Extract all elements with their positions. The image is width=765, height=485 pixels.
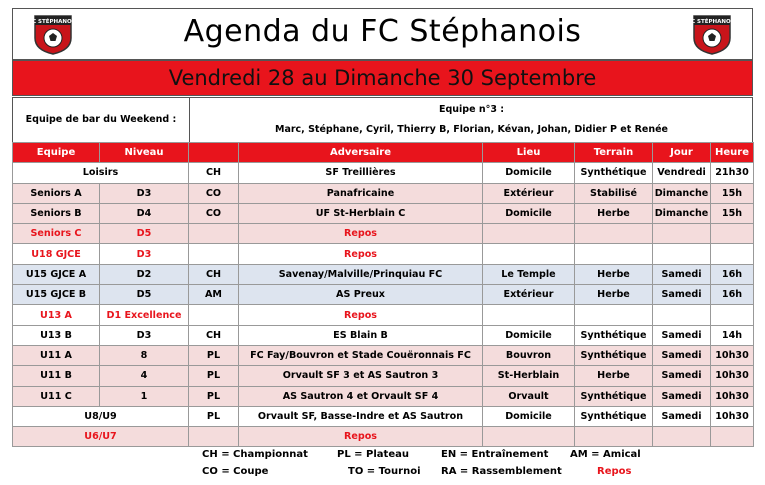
- table-header-row: [13, 143, 754, 163]
- legend-repos: Repos: [597, 466, 632, 477]
- legend-to: TO = Tournoi: [348, 466, 421, 477]
- cell-niveau: D3: [100, 325, 189, 345]
- cell-lieu: Le Temple: [483, 264, 575, 284]
- cell-adversaire: Repos: [239, 427, 483, 447]
- cell-equipe: Loisirs: [13, 163, 189, 183]
- page-title: Agenda du FC Stéphanois: [183, 14, 582, 49]
- cell-equipe: Seniors A: [13, 183, 100, 203]
- cell-terrain: Synthétique: [575, 406, 653, 426]
- cell-heure: [711, 224, 754, 244]
- cell-heure: 16h: [711, 264, 754, 284]
- cell-terrain: Synthétique: [575, 386, 653, 406]
- cell-jour: [653, 224, 711, 244]
- table-row: [13, 366, 754, 386]
- cell-jour: Samedi: [653, 345, 711, 365]
- cell-type: CO: [189, 203, 239, 223]
- cell-terrain: Herbe: [575, 285, 653, 305]
- cell-lieu: [483, 244, 575, 264]
- cell-equipe: U13 A: [13, 305, 100, 325]
- title-row: [12, 8, 753, 60]
- table-row: [13, 203, 754, 223]
- cell-lieu: Domicile: [483, 163, 575, 183]
- cell-adversaire: SF Treillières: [239, 163, 483, 183]
- cell-lieu: Orvault: [483, 386, 575, 406]
- cell-jour: [653, 244, 711, 264]
- club-logo-right: [687, 12, 737, 56]
- cell-terrain: Stabilisé: [575, 183, 653, 203]
- cell-heure: [711, 244, 754, 264]
- cell-terrain: Synthétique: [575, 325, 653, 345]
- col-header-lieu: Lieu: [483, 143, 575, 163]
- cell-type: CH: [189, 163, 239, 183]
- cell-niveau: D3: [100, 183, 189, 203]
- col-header-adversaire: Adversaire: [239, 143, 483, 163]
- cell-equipe: U13 B: [13, 325, 100, 345]
- cell-heure: 14h: [711, 325, 754, 345]
- cell-adversaire: ES Blain B: [239, 325, 483, 345]
- cell-equipe: U8/U9: [13, 406, 189, 426]
- cell-terrain: [575, 427, 653, 447]
- cell-type: PL: [189, 406, 239, 426]
- cell-type: [189, 427, 239, 447]
- table-row: [13, 386, 754, 406]
- cell-terrain: [575, 224, 653, 244]
- col-header-heure: Heure: [711, 143, 754, 163]
- bar-team-row: [12, 97, 753, 143]
- cell-terrain: Synthétique: [575, 163, 653, 183]
- cell-lieu: Domicile: [483, 203, 575, 223]
- legend-co: CO = Coupe: [202, 466, 269, 477]
- cell-heure: 10h30: [711, 386, 754, 406]
- cell-equipe: U11 A: [13, 345, 100, 365]
- cell-type: [189, 305, 239, 325]
- cell-heure: 15h: [711, 203, 754, 223]
- col-header-terrain: Terrain: [575, 143, 653, 163]
- cell-type: PL: [189, 345, 239, 365]
- cell-terrain: Herbe: [575, 264, 653, 284]
- cell-adversaire: Repos: [239, 244, 483, 264]
- cell-terrain: Herbe: [575, 203, 653, 223]
- table-row: [13, 163, 754, 183]
- cell-heure: 21h30: [711, 163, 754, 183]
- table-row: [13, 325, 754, 345]
- cell-adversaire: Orvault SF, Basse-Indre et AS Sautron: [239, 406, 483, 426]
- cell-adversaire: FC Fay/Bouvron et Stade Couëronnais FC: [239, 345, 483, 365]
- cell-jour: Samedi: [653, 406, 711, 426]
- cell-heure: [711, 427, 754, 447]
- cell-jour: Samedi: [653, 325, 711, 345]
- col-header-jour: Jour: [653, 143, 711, 163]
- cell-niveau: D4: [100, 203, 189, 223]
- cell-niveau: D5: [100, 224, 189, 244]
- logo-text: FC STÉPHANOIS: [28, 19, 78, 25]
- agenda-table: [12, 142, 754, 447]
- cell-jour: Dimanche: [653, 203, 711, 223]
- table-row: [13, 305, 754, 325]
- cell-lieu: [483, 427, 575, 447]
- cell-type: [189, 244, 239, 264]
- table-row: [13, 224, 754, 244]
- cell-equipe: U11 C: [13, 386, 100, 406]
- cell-lieu: Extérieur: [483, 183, 575, 203]
- col-header-equipe: Equipe: [13, 143, 100, 163]
- date-range-banner: Vendredi 28 au Dimanche 30 Septembre: [12, 60, 753, 96]
- cell-niveau: 4: [100, 366, 189, 386]
- cell-jour: Samedi: [653, 264, 711, 284]
- cell-equipe: U11 B: [13, 366, 100, 386]
- cell-jour: Vendredi: [653, 163, 711, 183]
- cell-lieu: [483, 305, 575, 325]
- cell-niveau: D2: [100, 264, 189, 284]
- cell-adversaire: AS Sautron 4 et Orvault SF 4: [239, 386, 483, 406]
- cell-terrain: Herbe: [575, 366, 653, 386]
- cell-heure: 15h: [711, 183, 754, 203]
- legend-ra: RA = Rassemblement: [441, 466, 562, 477]
- cell-lieu: St-Herblain: [483, 366, 575, 386]
- cell-lieu: Extérieur: [483, 285, 575, 305]
- table-row: [13, 244, 754, 264]
- table-row: [13, 345, 754, 365]
- legend-pl: PL = Plateau: [337, 449, 409, 460]
- cell-lieu: Domicile: [483, 325, 575, 345]
- cell-heure: 10h30: [711, 345, 754, 365]
- cell-terrain: Synthétique: [575, 345, 653, 365]
- cell-jour: Samedi: [653, 366, 711, 386]
- cell-heure: 10h30: [711, 366, 754, 386]
- cell-type: CH: [189, 325, 239, 345]
- cell-type: CH: [189, 264, 239, 284]
- legend-am: AM = Amical: [570, 449, 641, 460]
- cell-niveau: D3: [100, 244, 189, 264]
- cell-adversaire: UF St-Herblain C: [239, 203, 483, 223]
- bar-team-title: Equipe n°3 :: [438, 104, 505, 115]
- table-row: [13, 406, 754, 426]
- agenda-body: [13, 163, 754, 447]
- cell-jour: Samedi: [653, 386, 711, 406]
- cell-type: PL: [189, 366, 239, 386]
- cell-niveau: 1: [100, 386, 189, 406]
- cell-equipe: U6/U7: [13, 427, 189, 447]
- cell-niveau: D1 Excellence: [100, 305, 189, 325]
- cell-adversaire: Orvault SF 3 et AS Sautron 3: [239, 366, 483, 386]
- cell-equipe: U18 GJCE: [13, 244, 100, 264]
- logo-text: FC STÉPHANOIS: [687, 19, 737, 25]
- legend-en: EN = Entraînement: [441, 449, 549, 460]
- cell-type: CO: [189, 183, 239, 203]
- cell-adversaire: Repos: [239, 305, 483, 325]
- cell-jour: [653, 305, 711, 325]
- table-row: [13, 285, 754, 305]
- cell-type: PL: [189, 386, 239, 406]
- table-row: [13, 183, 754, 203]
- bar-team-members: Marc, Stéphane, Cyril, Thierry B, Florian, Kévan, Johan, Didier P et Renée: [274, 124, 668, 135]
- cell-equipe: Seniors C: [13, 224, 100, 244]
- cell-adversaire: Repos: [239, 224, 483, 244]
- cell-adversaire: Panafricaine: [239, 183, 483, 203]
- cell-lieu: [483, 224, 575, 244]
- cell-type: AM: [189, 285, 239, 305]
- cell-equipe: U15 GJCE B: [13, 285, 100, 305]
- cell-jour: Dimanche: [653, 183, 711, 203]
- cell-heure: 16h: [711, 285, 754, 305]
- cell-niveau: D5: [100, 285, 189, 305]
- bar-team-label: Equipe de bar du Weekend :: [13, 98, 190, 142]
- cell-equipe: U15 GJCE A: [13, 264, 100, 284]
- cell-heure: 10h30: [711, 406, 754, 426]
- cell-lieu: Domicile: [483, 406, 575, 426]
- cell-adversaire: AS Preux: [239, 285, 483, 305]
- cell-jour: Samedi: [653, 285, 711, 305]
- cell-heure: [711, 305, 754, 325]
- col-header-niveau: Niveau: [100, 143, 189, 163]
- cell-lieu: Bouvron: [483, 345, 575, 365]
- table-row: [13, 427, 754, 447]
- cell-jour: [653, 427, 711, 447]
- cell-equipe: Seniors B: [13, 203, 100, 223]
- table-row: [13, 264, 754, 284]
- cell-terrain: [575, 244, 653, 264]
- cell-adversaire: Savenay/Malville/Prinquiau FC: [239, 264, 483, 284]
- cell-type: [189, 224, 239, 244]
- cell-terrain: [575, 305, 653, 325]
- legend-ch: CH = Championnat: [202, 449, 308, 460]
- cell-niveau: 8: [100, 345, 189, 365]
- col-header-type: [189, 143, 239, 163]
